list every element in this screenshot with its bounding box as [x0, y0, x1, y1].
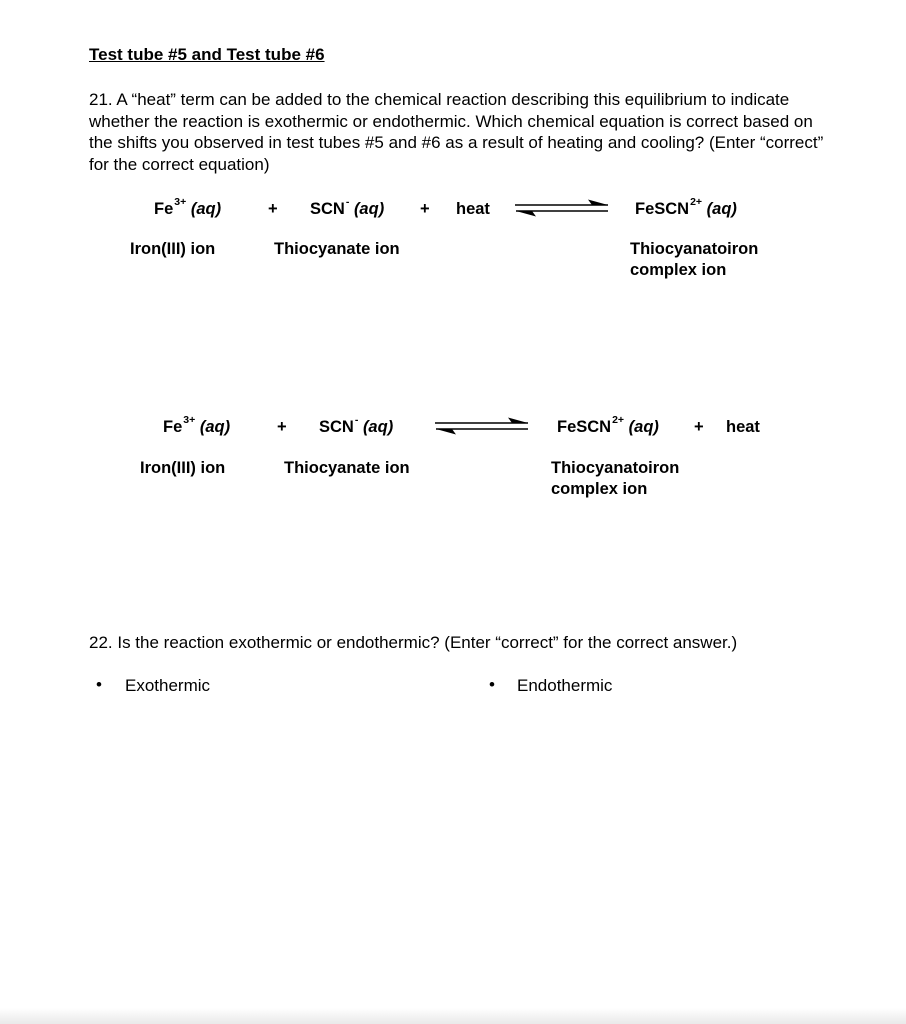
option-exothermic[interactable]: Exothermic	[125, 676, 211, 695]
eq2-plus-2: +	[694, 418, 704, 436]
eq1-plus-1: +	[268, 200, 278, 218]
eq1-product: FeSCN$^{2+}$ (aq)	[635, 196, 737, 218]
option-endothermic[interactable]: Endothermic	[517, 676, 613, 695]
eq1-fe-ion: $Fe^{3+}$ (aq)	[154, 196, 222, 218]
eq2-fe-label: Iron(III) ion	[140, 459, 226, 477]
eq1-scn-ion: SCN- (aq)	[310, 196, 385, 218]
bullet-icon: •	[489, 675, 495, 694]
eq1-fe-label: Iron(III) ion	[130, 240, 216, 258]
eq1-plus-2: +	[420, 200, 430, 218]
bullet-icon: •	[96, 675, 102, 694]
question-22-text: 22. Is the reaction exothermic or endothermic? (Enter “correct” for the correct answer.)	[89, 633, 738, 652]
eq1-scn-label: Thiocyanate ion	[274, 240, 400, 258]
eq2-heat: heat	[726, 418, 760, 436]
eq1-heat: heat	[456, 200, 490, 218]
eq2-plus-1: +	[277, 418, 287, 436]
eq2-scn-label: Thiocyanate ion	[284, 459, 410, 477]
eq2-scn-ion: SCN- (aq)	[319, 414, 394, 436]
eq2-equilibrium-arrow-icon	[434, 415, 530, 437]
eq1-product-label: Thiocyanatoiron complex ion	[630, 240, 759, 279]
page-bottom-edge	[0, 1008, 906, 1024]
eq2-product-label: Thiocyanatoiron complex ion	[551, 459, 680, 498]
eq2-fe-ion: $Fe^{3+}$ (aq)	[163, 414, 231, 436]
section-title: Test tube #5 and Test tube #6	[89, 45, 325, 64]
eq1-equilibrium-arrow-icon	[514, 197, 610, 219]
question-21-text: 21. A “heat” term can be added to the chemical reaction describing this equilibrium to indicate whether the reaction is exothermic or endothermic. Which chemical equation is correct based on the shifts you observed in test tubes #5 and #6 as a result of heating and cooling? (Enter “correct” for the correct equation)	[89, 90, 824, 174]
eq2-product: FeSCN$^{2+}$ (aq)	[557, 414, 659, 436]
